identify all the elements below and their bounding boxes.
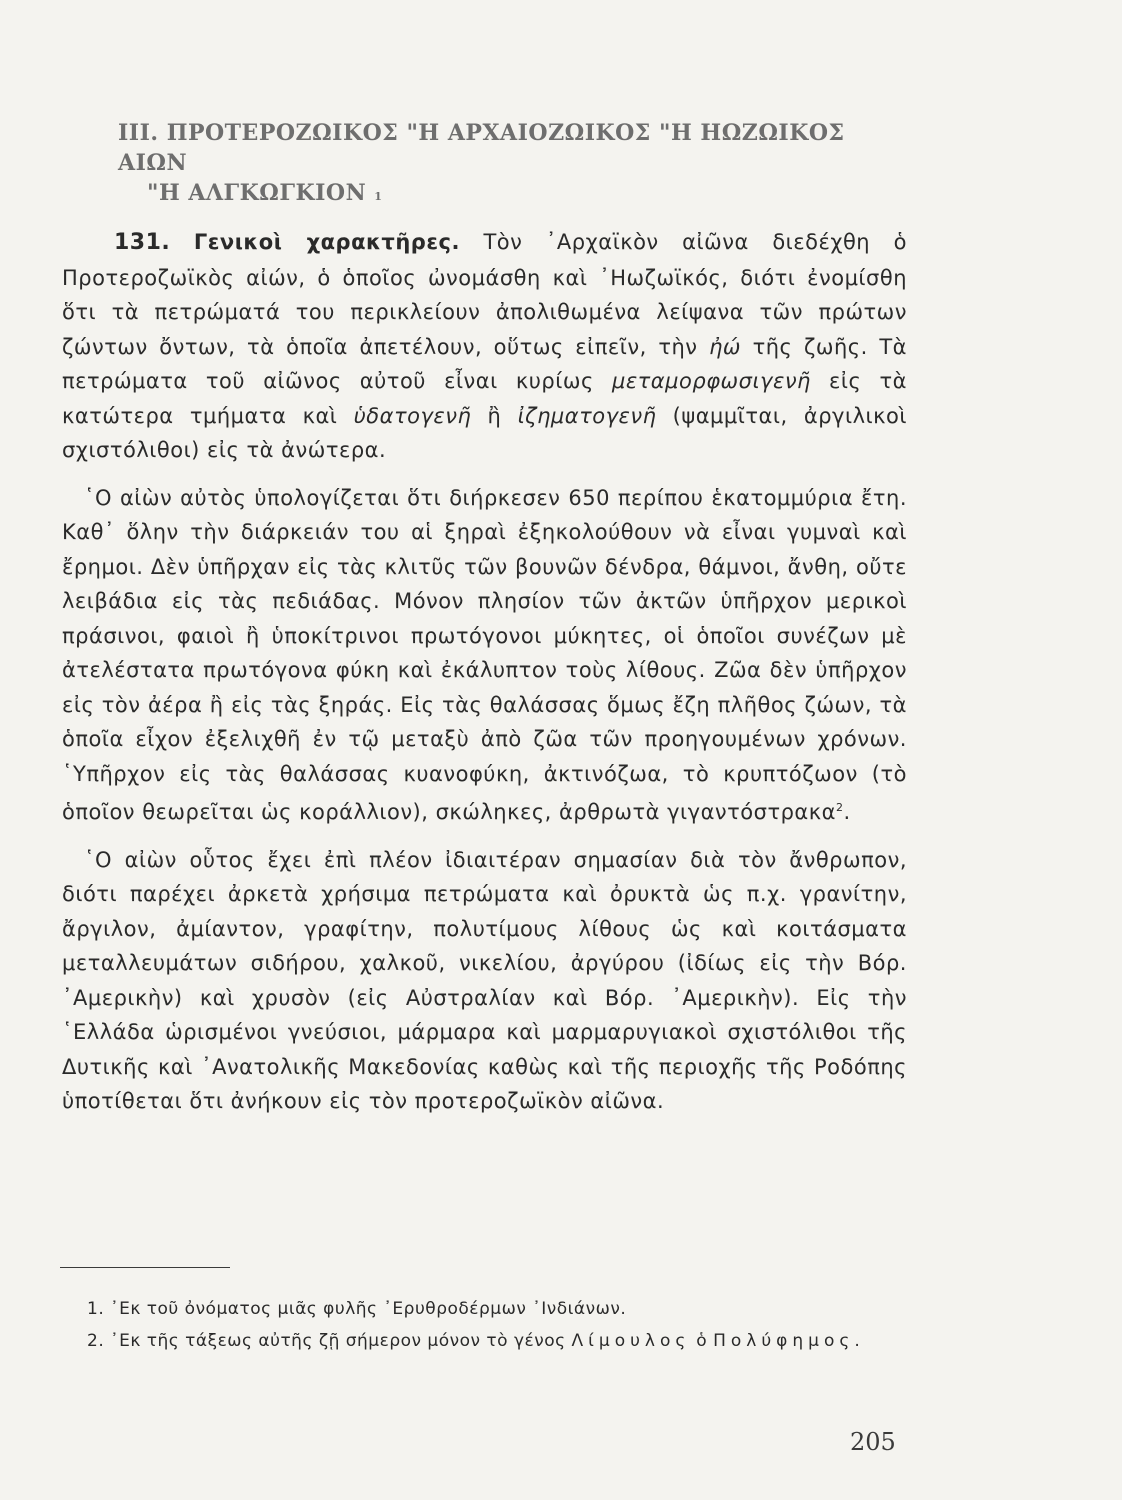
footnote-ref-1: 1 — [374, 190, 383, 203]
paragraph-2-text: ῾Ο αἰὼν αὐτὸς ὑπολογίζεται ὅτι διήρκεσεν 650 περίπου ἑκατομμύρια ἔτη. Καθ᾿ ὅλην τὴν διάρκειάν του αἱ ξηραὶ ἐξηκολούθουν νὰ εἶναι γυμναὶ καὶ ἔρημοι. Δὲν ὑπῆρχαν εἰς τὰς κλιτῦς τῶν βουνῶν δένδρα, θάμνοι, ἄνθη, οὔτε λειβάδια εἰς τὰς πεδιάδας. Μόνον πλησίον τῶν ἀκτῶν ὑπῆρχον μερικοὶ πράσινοι, φαιοὶ ἢ ὑποκίτρινοι πρωτόγονοι μύκητες, οἱ ὁποῖοι συνέζων μὲ ἀτελέστατα πρωτόγονα φύκη καὶ ἐκάλυπτον τοὺς λίθους. Ζῶα δὲν ὑπῆρχον εἰς τὸν ἀέρα ἢ εἰς τὰς ξηράς. Εἰς τὰς θαλάσσας ὅμως ἔζη πλῆθος ζώων, τὰ ὁποῖα εἶχον ἐξελιχθῆ ἐν τῷ μεταξὺ ἀπὸ ζῶα τῶν προηγουμένων χρόνων. ῾Υπῆρχον εἰς τὰς θαλάσσας κυανοφύκη, ἀκτινόζωα, τὸ κρυπτόζωον (τὸ ὁποῖον θεωρεῖται ὡς κοράλλιον), σκώληκες, ἀρθρωτὰ γιγαντόστρακα — [62, 485, 907, 824]
chapter-heading-line-2 — [118, 178, 918, 212]
paragraph-1-italic-3: ἰζηματογενῆ — [517, 403, 657, 428]
footnote-2-species: Πολύφημος. — [713, 1331, 865, 1351]
paragraph-1-italic-2: ὑδατογενῆ — [353, 403, 472, 428]
page-number: 205 — [850, 1428, 896, 1456]
chapter-heading-line-1: III. ΠΡΟΤΕΡΟΖΩΙΚΟΣ "Η ΑΡΧΑΙΟΖΩΙΚΟΣ "Η ΗΩΖΩΙΚΟΣ ΑΙΩΝ — [118, 120, 845, 176]
body-text — [62, 225, 907, 1119]
section-number: 131. — [114, 230, 171, 255]
paragraph-1-eo: ἠώ — [709, 334, 742, 359]
footnote-ref-2: 2 — [836, 801, 844, 814]
footnotes — [62, 1293, 907, 1357]
paragraph-3-text: ῾Ο αἰὼν οὗτος ἔχει ἐπὶ πλέον ἰδιαιτέραν σημασίαν διὰ τὸν ἄνθρωπον, διότι παρέχει ἀρκετὰ χρήσιμα πετρώματα καὶ ὀρυκτὰ ὡς π.χ. γρανίτην, ἄργιλον, ἀμίαντον, γραφίτην, πολυτίμους λίθους ὡς καὶ κοιτάσματα μεταλλευμάτων σιδήρου, χαλκοῦ, νικελίου, ἀργύρου (ἰδίως εἰς τὴν Βόρ. ᾿Αμερικὴν) καὶ χρυσὸν (εἰς Αὐστραλίαν καὶ Βόρ. ᾿Αμερικὴν). Εἰς τὴν ῾Ελλάδα ὡρισμένοι γνεύσιοι, μάρμαρα καὶ μαρμαρυγιακοὶ σχιστόλιθοι τῆς Δυτικῆς καὶ ᾿Ανατολικῆς Μακεδονίας καθὼς καὶ τῆς περιοχῆς τῆς Ροδόπης ὑποτίθεται ὅτι ἀνήκουν εἰς τὸν προτεροζωϊκὸν αἰῶνα. — [62, 847, 907, 1113]
paragraph-1-part-b: τῆς ζωῆς. Τὰ πετρώματα τοῦ αἰῶνος αὐτοῦ εἶναι κυρίως — [62, 334, 907, 393]
paragraph-2 — [62, 481, 907, 830]
paragraph-1-part-d: ἢ — [487, 403, 502, 428]
paragraph-2-end: . — [843, 800, 851, 824]
footnote-2 — [62, 1325, 907, 1357]
chapter-heading — [118, 118, 918, 212]
footnote-divider — [60, 1267, 230, 1268]
section-title: Γενικοὶ χαρακτῆρες. — [193, 230, 460, 254]
paragraph-1-part-c: εἰς τὰ κατώτερα τμήματα καὶ — [62, 369, 907, 428]
footnote-2-genus: Λίμουλος — [571, 1331, 691, 1351]
paragraph-1-part-a: Τὸν ᾿Αρχαϊκὸν αἰῶνα διεδέχθη ὁ Προτεροζωϊκὸς αἰών, ὁ ὁποῖος ὠνομάσθη καὶ ᾿Ηωζωϊκός, διότι ἐνομίσθη ὅτι τὰ πετρώματά του περικλείουν ἀπολιθωμένα λείψανα τῶν πρώτων ζώντων ὄντων, τὰ ὁποῖα ἀπετέλουν, οὕτως εἰπεῖν, τὴν — [62, 230, 907, 359]
chapter-heading-line-2-text: "Η ΑΛΓΚΩΓΚΙΟΝ — [147, 180, 367, 206]
footnote-2-article: ὁ — [696, 1331, 708, 1351]
footnote-1: 1. ᾿Εκ τοῦ ὀνόματος μιᾶς φυλῆς ᾿Ερυθροδέρμων ᾿Ινδιάνων. — [87, 1299, 627, 1319]
paragraph-1-italic-1: μεταμορφωσιγενῆ — [611, 369, 811, 393]
paragraph-3 — [62, 843, 907, 1119]
footnote-2-part-a: 2. ᾿Εκ τῆς τάξεως αὐτῆς ζῇ σήμερον μόνον τὸ γένος — [87, 1331, 566, 1351]
paragraph-1-part-e: (ψαμμῖται, ἀργιλικοὶ σχιστόλιθοι) εἰς τὰ ἀνώτερα. — [62, 403, 907, 462]
paragraph-1 — [62, 225, 907, 468]
